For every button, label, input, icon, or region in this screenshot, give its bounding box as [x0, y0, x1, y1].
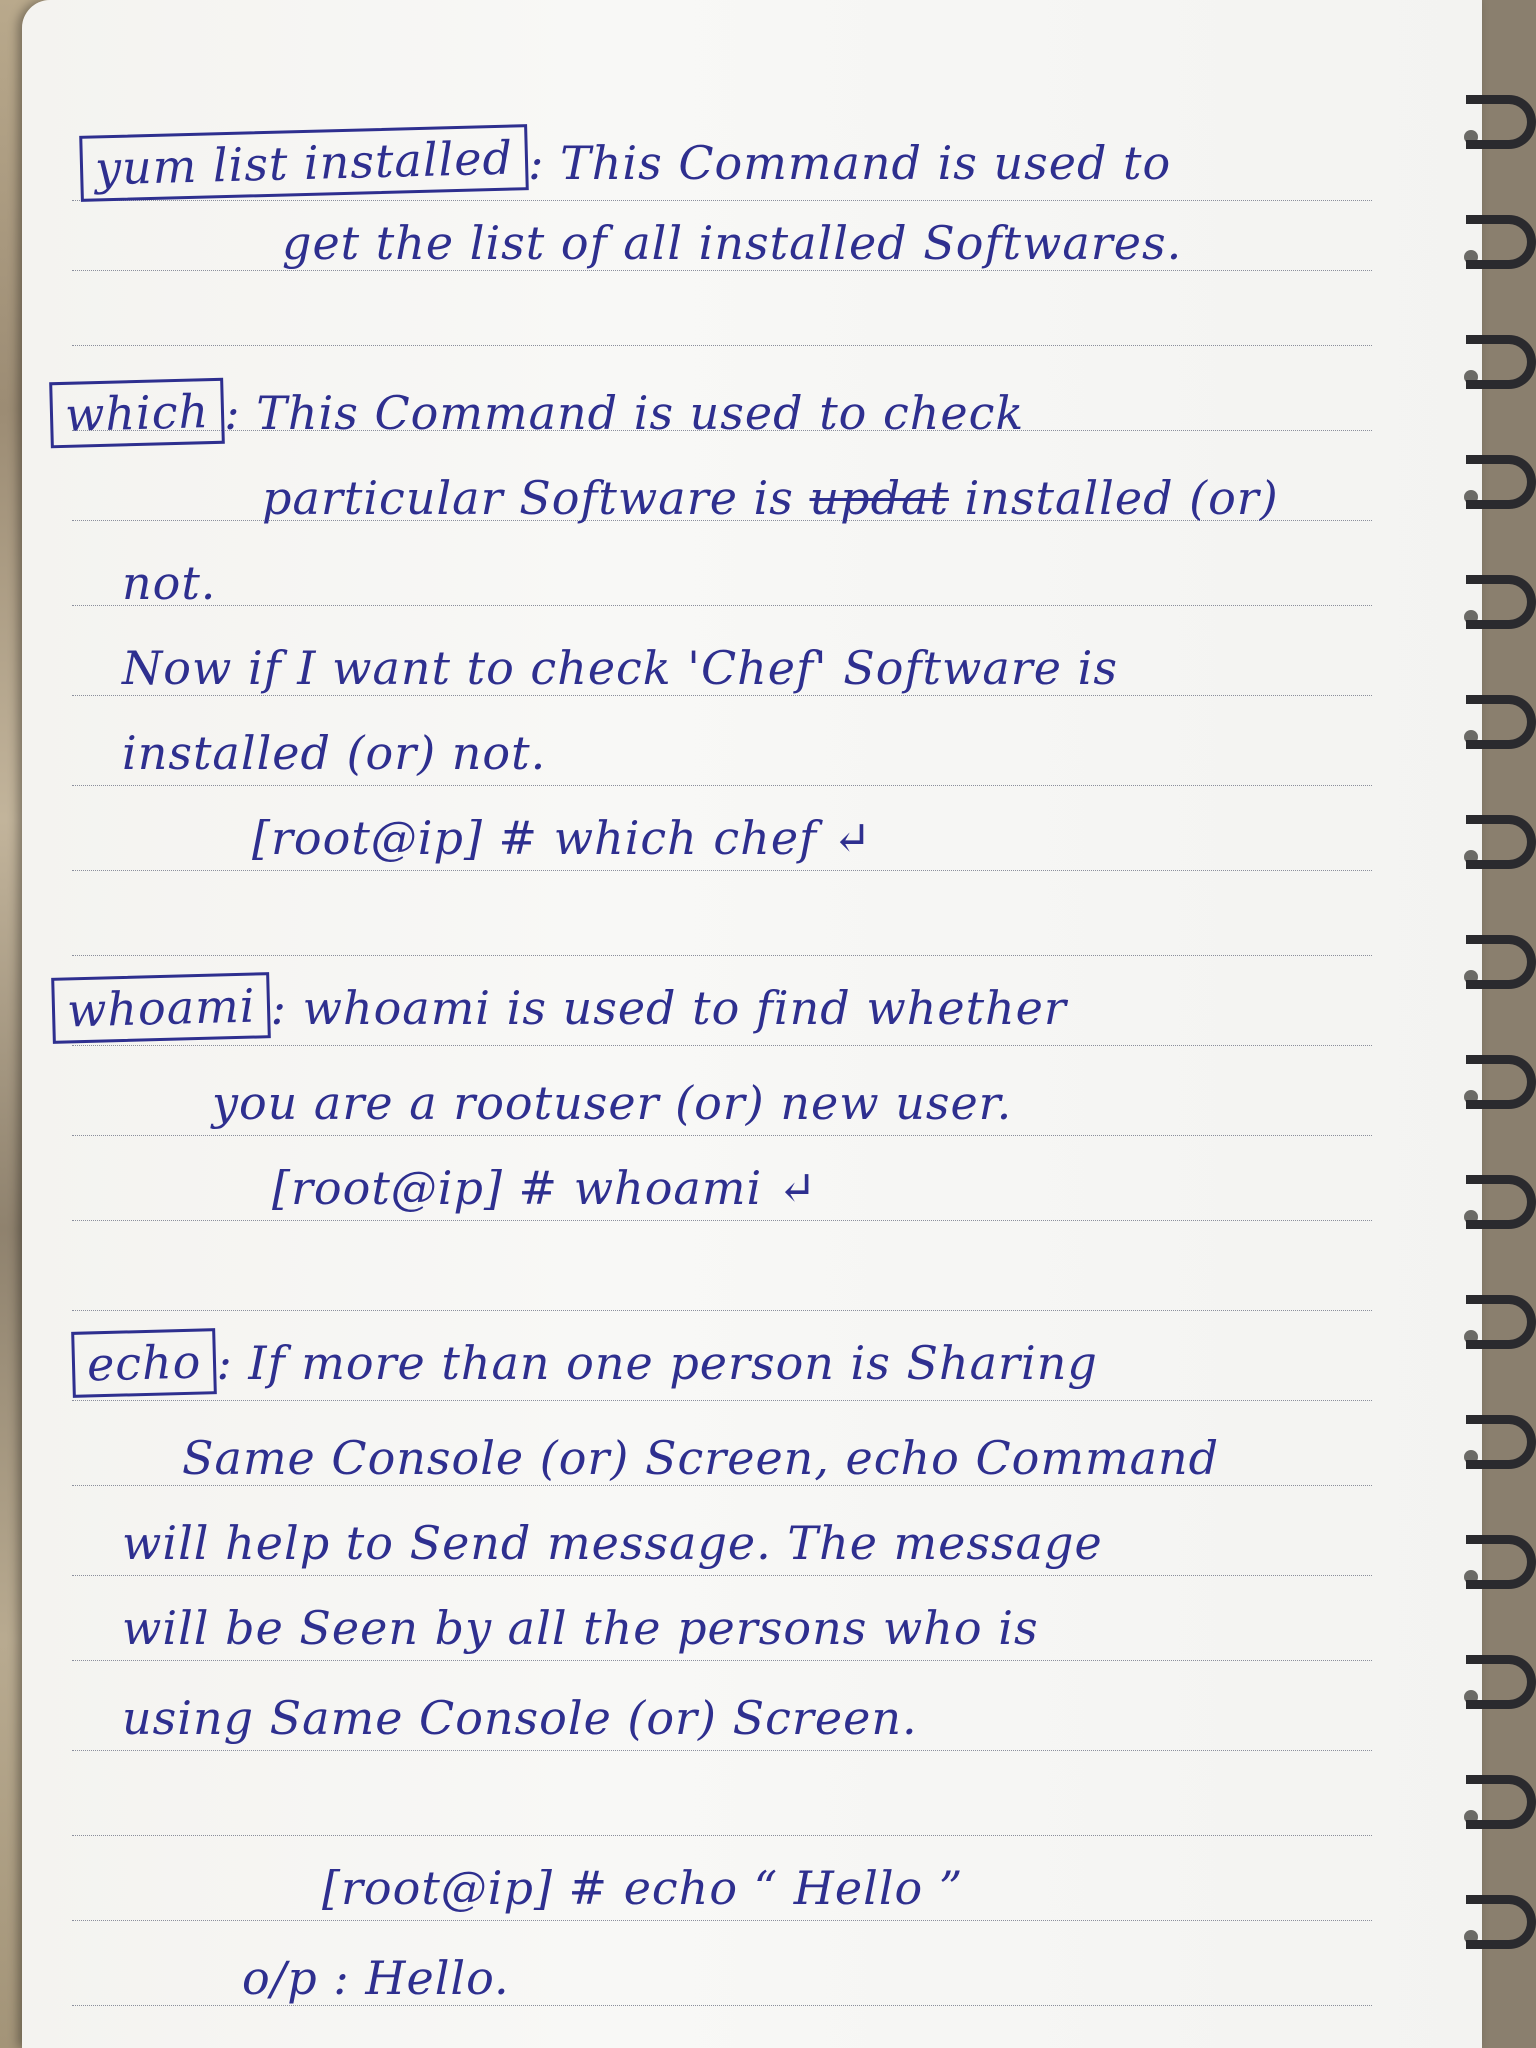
spiral-coil: [1466, 695, 1536, 749]
whoami-line1: : whoami is used to find whether: [270, 981, 1067, 1035]
ruled-line: [72, 200, 1372, 201]
ruled-line: [72, 1310, 1372, 1311]
spiral-coil: [1466, 455, 1536, 509]
spiral-coil: [1466, 1295, 1536, 1349]
ruled-line: [72, 1400, 1372, 1401]
echo-command: [root@ip] # echo “ Hello ”: [322, 1861, 964, 1915]
echo-line2: Same Console (or) Screen, echo Command: [182, 1431, 1220, 1485]
ruled-line: [72, 605, 1372, 606]
which-heading-line: [50, 380, 1024, 446]
ruled-line: [72, 1135, 1372, 1136]
whoami-command: [root@ip] # whoami ↵: [272, 1161, 818, 1215]
echo-line4: will be Seen by all the persons who is: [122, 1601, 1039, 1655]
ruled-line: [72, 1575, 1372, 1576]
spiral-coil: [1466, 1895, 1536, 1949]
spiral-coil: [1466, 1775, 1536, 1829]
ruled-line: [72, 1220, 1372, 1221]
spiral-coil: [1466, 335, 1536, 389]
whoami-line2: you are a rootuser (or) new user.: [212, 1076, 1013, 1130]
echo-term-box: echo: [71, 1328, 217, 1398]
spiral-coil: [1466, 1655, 1536, 1709]
ruled-line: [72, 345, 1372, 346]
which-line2b: installed (or): [964, 471, 1279, 525]
yum-heading-line: [80, 130, 1171, 196]
which-term-box: which: [49, 378, 225, 449]
echo-line1: : If more than one person is Sharing: [216, 1336, 1098, 1390]
spiral-coil: [1466, 1415, 1536, 1469]
ruled-line: [72, 955, 1372, 956]
which-line3: not.: [122, 556, 217, 610]
spiral-coil: [1466, 1055, 1536, 1109]
echo-line3: will help to Send message. The message: [122, 1516, 1103, 1570]
spiral-coil: [1466, 95, 1536, 149]
which-line4: Now if I want to check 'Chef' Software is: [122, 641, 1118, 695]
which-line2a: particular Software is: [262, 471, 794, 525]
spiral-coil: [1466, 575, 1536, 629]
which-command: [root@ip] # which chef ↵: [252, 811, 873, 865]
whoami-term-box: whoami: [51, 972, 271, 1044]
whoami-heading-line: [52, 975, 1067, 1041]
which-struck-word: updat: [809, 471, 949, 525]
echo-heading-line: [72, 1330, 1098, 1396]
ruled-line: [72, 1660, 1372, 1661]
ruled-line: [72, 1045, 1372, 1046]
ruled-line: [72, 1920, 1372, 1921]
which-line1: : This Command is used to check: [224, 386, 1025, 440]
ruled-line: [72, 1835, 1372, 1836]
spiral-coil: [1466, 935, 1536, 989]
echo-line5: using Same Console (or) Screen.: [122, 1691, 918, 1745]
ruled-line: [72, 870, 1372, 871]
ruled-line: [72, 785, 1372, 786]
spiral-coil: [1466, 815, 1536, 869]
spiral-coil: [1466, 1175, 1536, 1229]
ruled-line: [72, 1750, 1372, 1751]
spiral-coil: [1466, 1535, 1536, 1589]
which-line2: [262, 470, 1279, 526]
notebook-page: [22, 0, 1482, 2048]
yum-line2: get the list of all installed Softwares.: [282, 216, 1183, 270]
which-line5: installed (or) not.: [122, 726, 547, 780]
yum-term-box: yum list installed: [79, 124, 529, 202]
echo-output: o/p : Hello.: [242, 1951, 510, 2005]
yum-line1: : This Command is used to: [527, 136, 1172, 190]
spiral-coil: [1466, 215, 1536, 269]
